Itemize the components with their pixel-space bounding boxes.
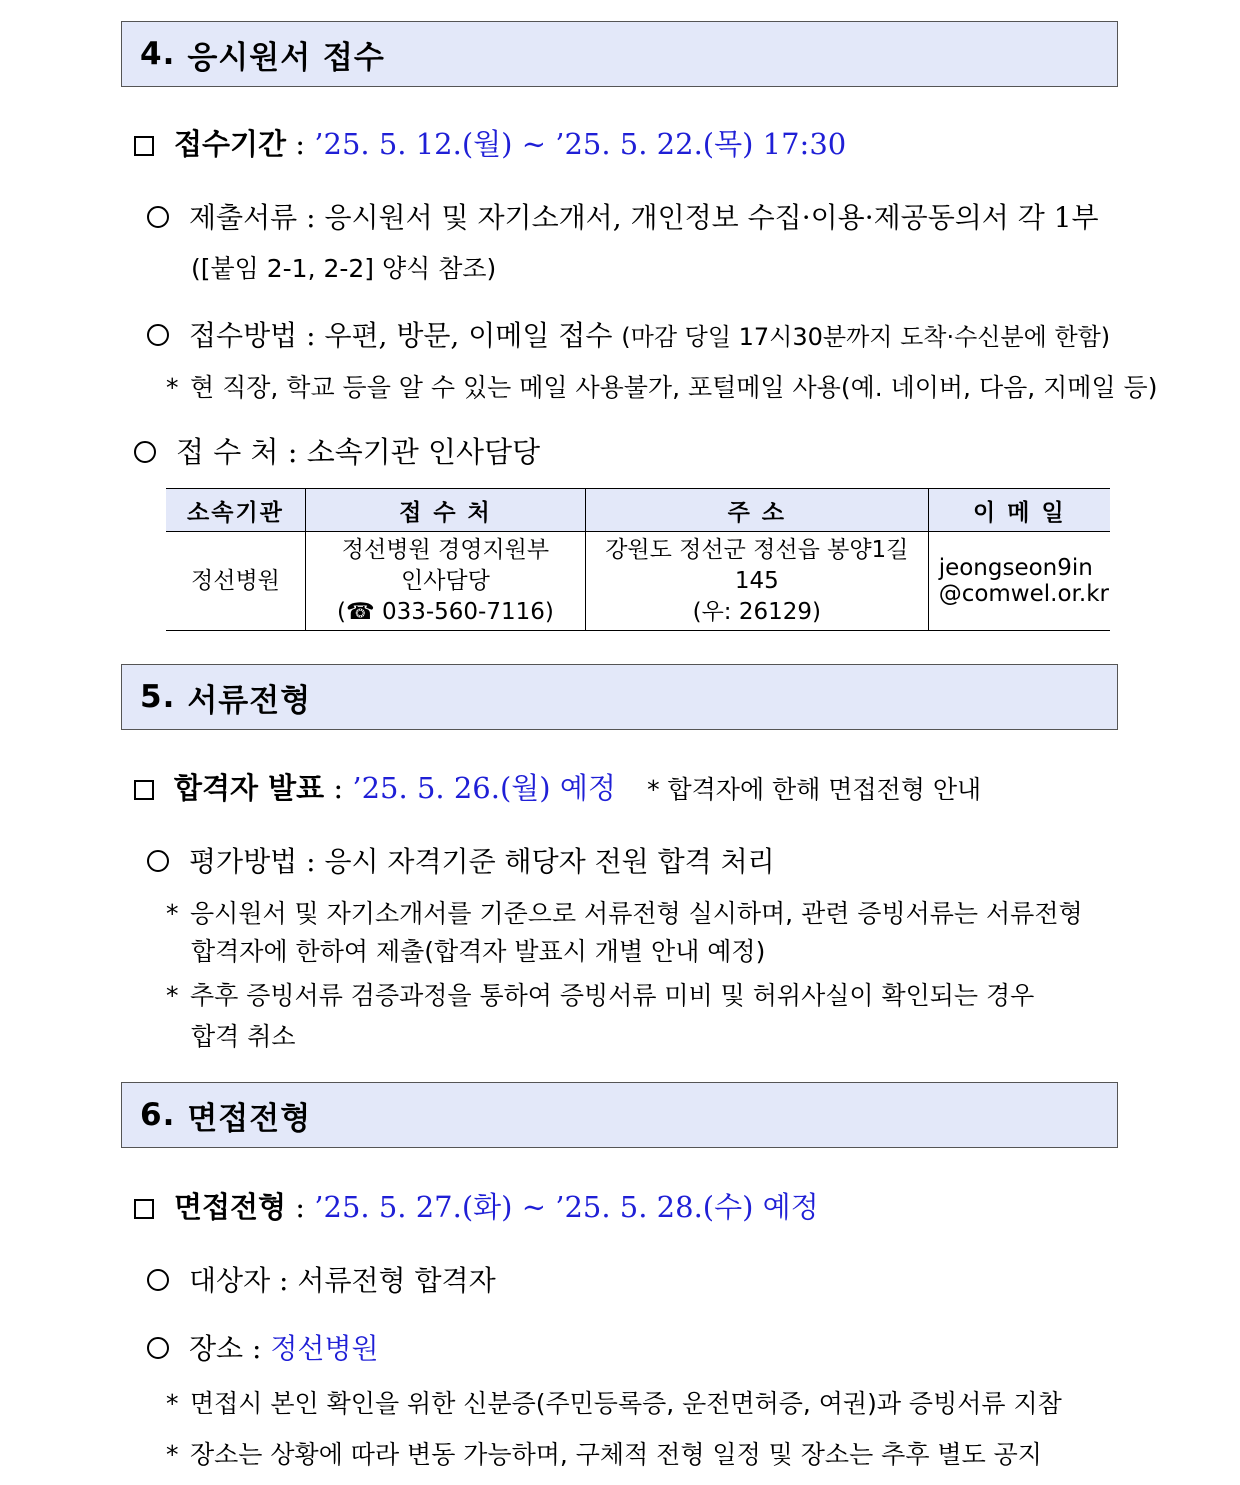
section-number: 6. bbox=[140, 1097, 176, 1133]
square-bullet-icon bbox=[134, 780, 154, 800]
docs-continuation: ([붙임 2-1, 2-2] 양식 참조) bbox=[191, 254, 497, 283]
asterisk-icon: * bbox=[166, 373, 179, 402]
interview-sep: : bbox=[286, 1190, 315, 1224]
venue-star-1 bbox=[166, 1384, 1062, 1420]
column-header: 이 메 일 bbox=[928, 489, 1110, 532]
announce-label: 합격자 발표 bbox=[174, 771, 325, 805]
method-note: (마감 당일 17시30분까지 도착·수신분에 한함) bbox=[621, 323, 1111, 351]
announce-value: ’25. 5. 26.(월) 예정 bbox=[352, 771, 616, 805]
table-row bbox=[166, 532, 1110, 631]
asterisk-icon: * bbox=[166, 1440, 179, 1469]
mail-line-1: jeongseon9in bbox=[938, 555, 1093, 581]
method-star-line bbox=[166, 368, 1157, 404]
eval-star-1 bbox=[166, 894, 1083, 930]
mail-cell bbox=[928, 532, 1110, 631]
circle-bullet-icon bbox=[147, 206, 169, 228]
section-6-header bbox=[121, 1082, 1118, 1148]
venue-star-2 bbox=[166, 1435, 1042, 1471]
addr-line-1: 강원도 정선군 정선읍 봉양1길 145 bbox=[605, 536, 909, 594]
method-label: 접수방법 : bbox=[189, 319, 316, 352]
period-sep: : bbox=[286, 127, 315, 161]
eval-star-1-text: 응시원서 및 자기소개서를 기준으로 서류전형 실시하며, 관련 증빙서류는 서류전형 bbox=[190, 899, 1083, 928]
square-bullet-icon bbox=[134, 136, 154, 156]
recv-line-2: 인사담당 bbox=[401, 567, 490, 594]
column-header: 접 수 처 bbox=[305, 489, 585, 532]
circle-bullet-icon bbox=[147, 324, 169, 346]
announce-sep: : bbox=[324, 771, 353, 805]
target-label: 대상자 : bbox=[189, 1264, 289, 1297]
venue-star-2-text: 장소는 상황에 따라 변동 가능하며, 구체적 전형 일정 및 장소는 추후 별도 공지 bbox=[190, 1440, 1042, 1469]
asterisk-icon: * bbox=[166, 1389, 179, 1418]
interview-label: 면접전형 bbox=[174, 1190, 287, 1224]
target-value: 서류전형 합격자 bbox=[297, 1264, 496, 1297]
method-star-text: 현 직장, 학교 등을 알 수 있는 메일 사용불가, 포털메일 사용(예. 네이버, 다음, 지메일 등) bbox=[190, 373, 1158, 402]
eval-value: 응시 자격기준 해당자 전원 합격 처리 bbox=[324, 845, 775, 878]
eval-label: 평가방법 : bbox=[189, 845, 316, 878]
section-title: 서류전형 bbox=[187, 682, 312, 719]
docs-label: 제출서류 : bbox=[189, 201, 316, 234]
section-number: 4. bbox=[140, 36, 176, 72]
period-line bbox=[134, 122, 846, 163]
section-number: 5. bbox=[140, 679, 176, 715]
venue-label: 장소 : bbox=[189, 1332, 262, 1365]
announce-note: * 합격자에 한해 면접전형 안내 bbox=[647, 775, 982, 804]
docs-value: 응시원서 및 자기소개서, 개인정보 수집·이용·제공동의서 각 1부 bbox=[324, 201, 1099, 234]
asterisk-icon: * bbox=[166, 899, 179, 928]
eval-star-2-cont: 합격 취소 bbox=[191, 1022, 296, 1051]
venue-star-1-text: 면접시 본인 확인을 위한 신분증(주민등록증, 운전면허증, 여권)과 증빙서류 지참 bbox=[190, 1389, 1062, 1418]
eval-star-2 bbox=[166, 976, 1034, 1012]
method-value: 우편, 방문, 이메일 접수 bbox=[324, 319, 613, 352]
section-5-header bbox=[121, 664, 1118, 730]
circle-bullet-icon bbox=[147, 1337, 169, 1359]
addr-cell bbox=[585, 532, 928, 631]
period-label: 접수기간 bbox=[174, 127, 287, 161]
section-title: 면접전형 bbox=[187, 1100, 312, 1137]
place-label: 접 수 처 : bbox=[176, 435, 298, 469]
asterisk-icon: * bbox=[166, 981, 179, 1010]
target-line bbox=[147, 1259, 496, 1299]
venue-line bbox=[147, 1327, 379, 1367]
eval-line bbox=[147, 840, 775, 880]
recv-line-1: 정선병원 경영지원부 bbox=[341, 536, 550, 563]
eval-star-1-cont: 합격자에 한하여 제출(합격자 발표시 개별 안내 예정) bbox=[191, 937, 766, 966]
method-line bbox=[147, 314, 1110, 354]
mail-line-2: @comwel.or.kr bbox=[938, 581, 1109, 607]
venue-value: 정선병원 bbox=[270, 1332, 379, 1365]
interview-value: ’25. 5. 27.(화) ∼ ’25. 5. 28.(수) 예정 bbox=[314, 1190, 819, 1224]
org-cell: 정선병원 bbox=[166, 532, 305, 631]
column-header: 소속기관 bbox=[166, 489, 305, 532]
circle-bullet-icon bbox=[147, 1269, 169, 1291]
announce-line bbox=[134, 766, 981, 807]
circle-bullet-icon bbox=[147, 850, 169, 872]
reception-table bbox=[166, 488, 1110, 631]
table-header-row bbox=[166, 489, 1110, 532]
docs-line bbox=[147, 196, 1099, 236]
place-value: 소속기관 인사담당 bbox=[306, 435, 541, 469]
recv-phone: (☎ 033-560-7116) bbox=[337, 598, 554, 625]
interview-line bbox=[134, 1185, 819, 1226]
place-line bbox=[134, 430, 540, 471]
square-bullet-icon bbox=[134, 1199, 154, 1219]
eval-star-2-text: 추후 증빙서류 검증과정을 통하여 증빙서류 미비 및 허위사실이 확인되는 경우 bbox=[190, 981, 1035, 1010]
period-value: ’25. 5. 12.(월) ∼ ’25. 5. 22.(목) 17:30 bbox=[314, 127, 847, 161]
circle-bullet-icon bbox=[134, 441, 156, 463]
section-title: 응시원서 접수 bbox=[187, 39, 385, 76]
column-header: 주 소 bbox=[585, 489, 928, 532]
section-4-header bbox=[121, 21, 1118, 87]
recv-cell bbox=[305, 532, 585, 631]
addr-line-2: (우: 26129) bbox=[692, 598, 822, 625]
